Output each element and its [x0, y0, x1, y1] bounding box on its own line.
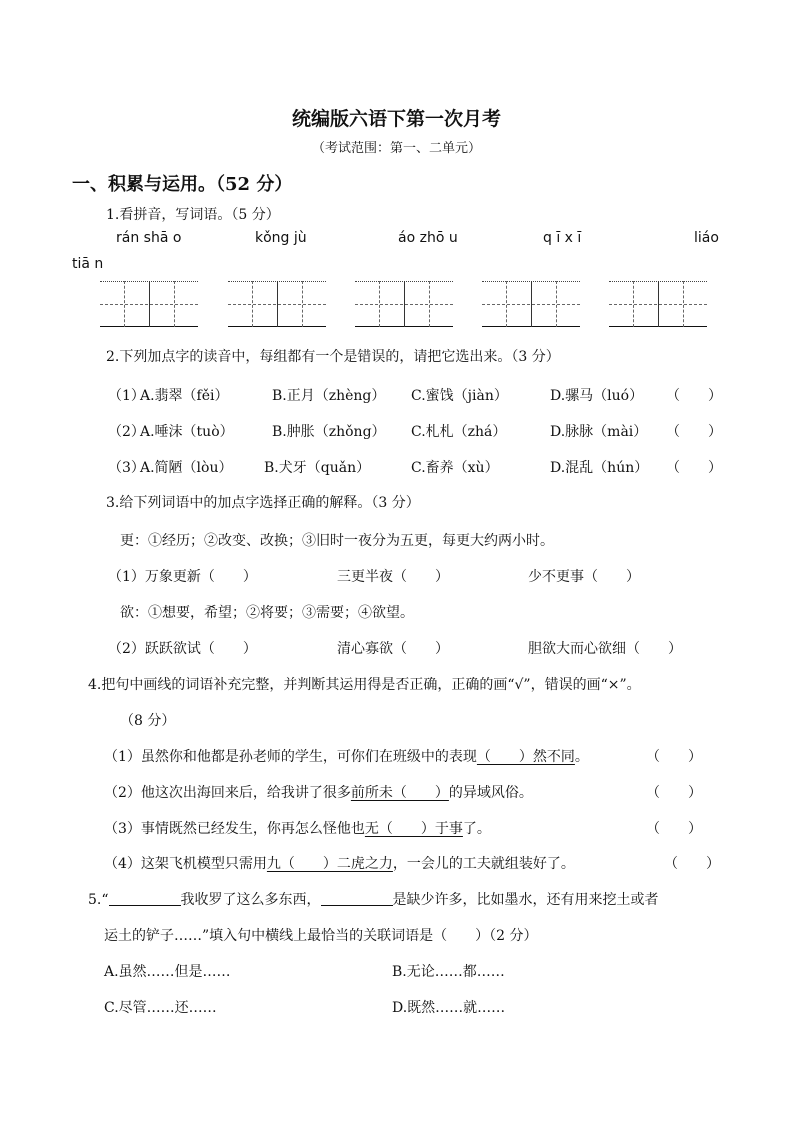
q5-blank-2[interactable]: [321, 891, 393, 906]
question-2-stem: 2.下列加点字的读音中，每组都有一个是错误的，请把它选出来。（3 分）: [106, 349, 560, 365]
writing-grid-3[interactable]: [355, 281, 453, 327]
q4-item-4-text: （4）这架飞机模型只需用: [104, 856, 267, 872]
question-3-stem: 3.给下列词语中的加点字选择正确的解释。（3 分）: [106, 495, 420, 511]
q2-row-2-label: （2）: [108, 424, 145, 440]
q4-item-2-text: （2）他这次出海回来后，给我讲了很多: [104, 785, 351, 801]
question-1-stem: 1.看拼音，写词语。（5 分）: [106, 207, 280, 223]
q4-item-3-text: （3）事情既然已经发生，你再怎么怪他也: [104, 821, 365, 837]
q2-row-1-option-a: A.翡翠（fěi）: [140, 388, 229, 404]
question-5-line-1: [88, 889, 659, 909]
q4-item-3-judge-paren[interactable]: （ ）: [646, 821, 702, 837]
q2-row-1-option-d: D.骡马（luó）: [550, 388, 644, 404]
q4-item-3-underlined-idiom[interactable]: 无（ ）于事: [364, 821, 463, 837]
q2-row-3-option-c: C.畜养（xù）: [411, 460, 499, 476]
q2-row-2-option-a: A.唾沫（tuò）: [140, 424, 234, 440]
section-heading: 一、积累与运用。（52 分）: [72, 174, 293, 195]
q4-item-4-end: ，一会儿的工夫就组装好了。: [392, 856, 575, 872]
pinyin-4: q ī x ī: [543, 230, 582, 246]
q2-row-1-answer-paren[interactable]: （ ）: [666, 388, 722, 404]
exam-scope: （考试范围：第一、二单元）: [311, 141, 481, 156]
q4-item-2: [104, 782, 533, 802]
q4-item-1-judge-paren[interactable]: （ ）: [646, 749, 702, 765]
q5-option-b[interactable]: B.无论……都……: [392, 964, 505, 980]
q4-item-1-end: 。: [574, 749, 589, 765]
q5-option-c[interactable]: C.尽管……还……: [104, 1000, 217, 1016]
q2-row-1-label: （1）: [108, 388, 145, 404]
writing-grid-2[interactable]: [228, 281, 326, 327]
q4-item-2-end: 的异域风俗。: [448, 785, 533, 801]
q4-item-3: [104, 818, 491, 838]
q4-item-1-text: （1）虽然你和他都是孙老师的学生，可你们在班级中的表现: [104, 749, 477, 765]
q5-open: 5.“: [88, 892, 109, 908]
q3-row-1-item-2[interactable]: 三更半夜（ ）: [337, 569, 449, 585]
q2-row-3-option-d: D.混乱（hún）: [550, 460, 649, 476]
q4-item-4-judge-paren[interactable]: （ ）: [664, 856, 720, 872]
q4-item-4: [104, 853, 575, 873]
pinyin-2: kǒng jù: [255, 230, 307, 246]
q5-text-end: 是缺少许多，比如墨水，还有用来挖土或者: [392, 892, 659, 908]
q2-row-2-option-c: C.札札（zhá）: [411, 424, 507, 440]
q4-item-2-judge-paren[interactable]: （ ）: [646, 785, 702, 801]
q4-item-1: [104, 746, 589, 766]
q5-blank-1[interactable]: [109, 891, 181, 906]
question-5-line-2: 运土的铲子……”填入句中横线上最恰当的关联词语是（ ）（2 分）: [104, 928, 538, 944]
q3-definition-geng: 更：①经历；②改变、改换；③旧时一夜分为五更，每更大约两小时。: [120, 533, 554, 549]
q3-row-1-item-3[interactable]: 少不更事（ ）: [528, 569, 640, 585]
q2-row-3-option-b: B.犬牙（quǎn）: [264, 460, 371, 476]
q3-row-1-item-1[interactable]: （1）万象更新（ ）: [108, 569, 257, 585]
q3-row-2-item-3[interactable]: 胆欲大而心欲细（ ）: [528, 641, 682, 657]
q3-row-2-item-2[interactable]: 清心寡欲（ ）: [337, 641, 449, 657]
q5-option-d[interactable]: D.既然……就……: [392, 1000, 506, 1016]
question-4-stem: 4.把句中画线的词语补充完整，并判断其运用得是否正确，正确的画“√”，错误的画“×”。: [88, 677, 641, 693]
q2-row-3-label: （3）: [108, 460, 145, 476]
pinyin-5a: liáo: [694, 230, 719, 246]
q2-row-3-option-a: A.简陋（lòu）: [140, 460, 233, 476]
q5-option-a[interactable]: A.虽然……但是……: [104, 964, 231, 980]
q3-definition-yu: 欲：①想要，希望；②将要；③需要；④欲望。: [120, 605, 414, 621]
pinyin-1: rán shā o: [116, 230, 182, 246]
q2-row-2-option-d: D.脉脉（mài）: [550, 424, 648, 440]
q3-row-2-item-1[interactable]: （2）跃跃欲试（ ）: [108, 641, 257, 657]
q2-row-1-option-b: B.正月（zhèng）: [272, 388, 386, 404]
question-4-score: （8 分）: [120, 713, 176, 729]
writing-grid-1[interactable]: [100, 281, 198, 327]
writing-grid-5[interactable]: [609, 281, 707, 327]
page-title: 统编版六语下第一次月考: [291, 108, 501, 130]
q4-item-1-underlined-idiom[interactable]: （ ）然不同: [476, 749, 575, 765]
q2-row-2-option-b: B.肿胀（zhǒng）: [272, 424, 386, 440]
pinyin-5b: tiā n: [72, 256, 104, 272]
q2-row-1-option-c: C.蜜饯（jiàn）: [411, 388, 508, 404]
q2-row-2-answer-paren[interactable]: （ ）: [666, 424, 722, 440]
q5-text-middle: 我收罗了这么多东西，: [180, 892, 321, 908]
q4-item-4-underlined-idiom[interactable]: 九（ ）二虎之力: [266, 856, 393, 872]
pinyin-3: áo zhō u: [398, 230, 458, 246]
q2-row-3-answer-paren[interactable]: （ ）: [666, 460, 722, 476]
q4-item-2-underlined-idiom[interactable]: 前所未（ ）: [350, 785, 449, 801]
writing-grid-4[interactable]: [482, 281, 580, 327]
q4-item-3-end: 了。: [462, 821, 491, 837]
